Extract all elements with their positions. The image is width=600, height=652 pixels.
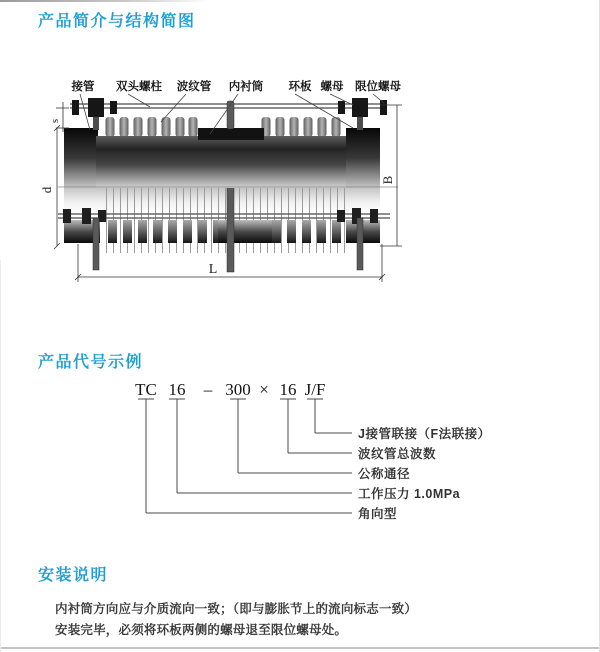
dim-label-B: B [380,175,395,185]
install-instruction-line: 内衬筒方向应与介质流向一致；（即与膨胀节上的流向标志一致） [55,602,418,616]
code-part-waves: 16 [279,380,297,399]
code-note-diameter: 公称通径 [358,467,411,481]
dim-label-L: L [208,262,218,277]
lower-dark-band [64,220,380,243]
expansion-joint-drawing [40,72,430,297]
part-label-liner: 内衬筒 [228,81,264,93]
code-connector-lines [130,396,370,521]
corrugations-left [106,117,198,137]
part-label-jieguan: 接管 [71,81,95,93]
part-label-bellows: 波纹管 [176,81,212,93]
part-label-stud: 双头螺柱 [116,81,162,93]
page-edge-top [0,0,210,2]
part-label-nut: 螺母 [320,81,344,93]
part-label-limitnut: 限位螺母 [355,81,401,93]
code-part-pressure: 16 [168,380,186,399]
page-edge-bottom [0,647,600,649]
code-note-pressure: 工作压力 1.0MPa [358,487,461,501]
structure-diagram [40,72,430,297]
dim-label-d: d [40,186,54,194]
section-title-code: 产品代号示例 [38,354,144,371]
part-label-ringplate: 环板 [288,81,312,93]
code-note-type: 角向型 [358,507,398,521]
liner-band [198,128,264,140]
code-note-connection: J接管联接（F法联接） [358,427,491,441]
code-part-type: TC [135,380,157,399]
corrugations-right [262,117,341,137]
bellows-body [64,128,380,188]
dim-label-s: s [49,118,61,124]
code-part-conn: J/F [304,380,326,399]
page-edge-left [0,260,1,652]
section-title-intro: 产品简介与结构简图 [38,13,196,30]
dimension-B [380,105,402,246]
code-part-diameter: 300 [225,380,251,399]
install-instruction-line: 安装完毕，必须将环板两侧的螺母退至限位螺母处。 [55,623,348,637]
part-labels [71,79,402,93]
code-note-waves: 波纹管总波数 [358,447,437,461]
code-part-dash: – [203,380,213,399]
section-title-install: 安装说明 [38,567,109,584]
code-part-times: × [259,380,269,399]
